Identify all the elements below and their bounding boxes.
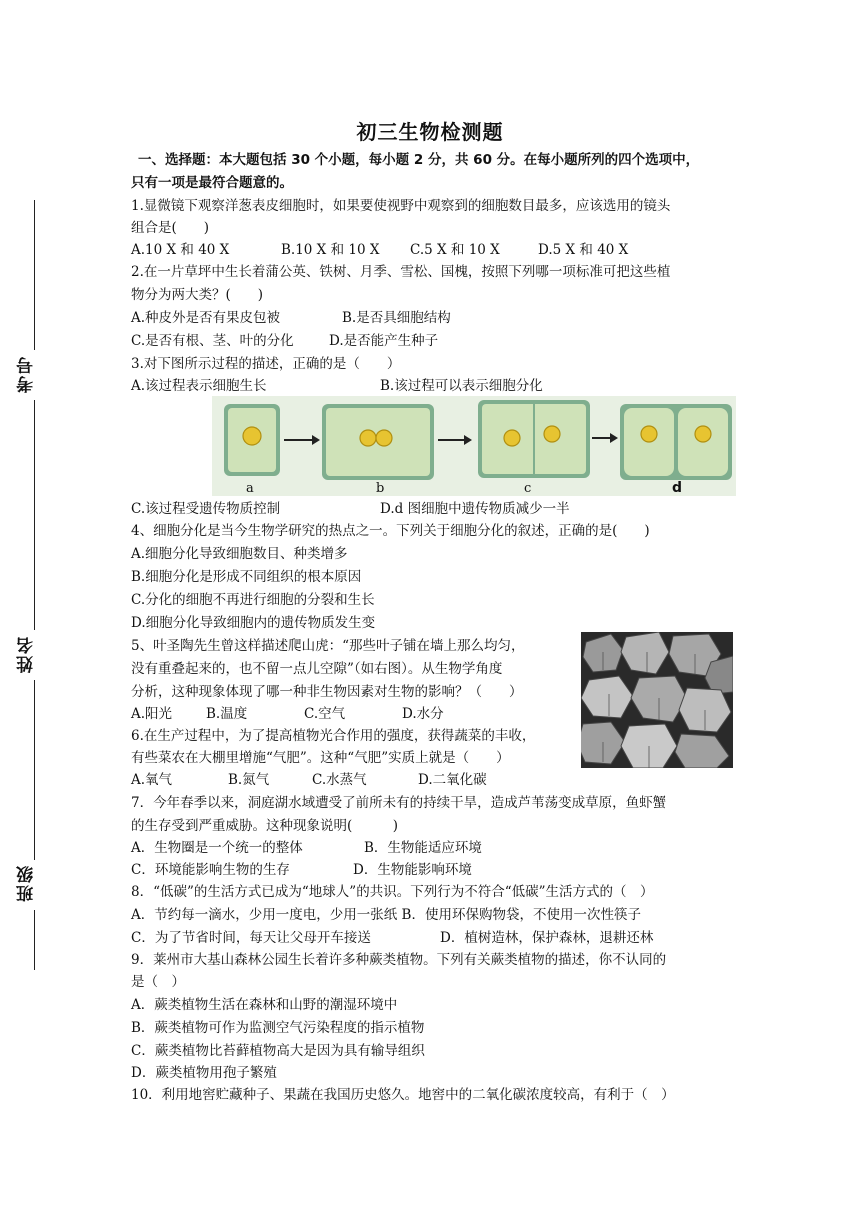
nucleus <box>504 430 520 446</box>
question-stem: 是（ ） <box>131 974 185 990</box>
section-header: 一、选择题：本大题包括 30 个小题，每小题 2 分，共 60 分。在每小题所列的四个选项中， <box>138 152 700 168</box>
question-stem: 3.对下图所示过程的描述，正确的是（ ） <box>131 356 401 372</box>
option: A.细胞分化导致细胞数目、种类增多 <box>131 546 348 562</box>
question-stem: 9．莱州市大基山森林公园生长着许多种蕨类植物。下列有关蕨类植物的描述，你不认同的 <box>131 952 667 968</box>
exam-number-label: 考号 <box>17 355 37 393</box>
nucleus <box>641 426 657 442</box>
option: C．为了节省时间，每天让父母开车接送 <box>131 930 371 946</box>
option: B.细胞分化是形成不同组织的根本原因 <box>131 569 362 585</box>
option: C.空气 <box>304 706 346 722</box>
question-stem: 1.显微镜下观察洋葱表皮细胞时，如果要使视野中观察到的细胞数目最多，应该选用的镜头 <box>131 198 671 214</box>
question-stem: 组合是( ) <box>131 220 210 236</box>
option: C.分化的细胞不再进行细胞的分裂和生长 <box>131 592 375 608</box>
binding-line <box>34 200 35 350</box>
name-label: 姓名 <box>17 635 37 673</box>
option: C．蕨类植物比苔藓植物高大是因为具有输导组织 <box>131 1043 425 1059</box>
option: B．生物能适应环境 <box>364 840 482 856</box>
option: B．蕨类植物可作为监测空气污染程度的指示植物 <box>131 1020 425 1036</box>
option: D.是否能产生种子 <box>329 333 439 349</box>
question-stem: 有些菜农在大棚里增施“气肥”。这种“气肥”实质上就是（ ） <box>131 750 510 766</box>
option: B.温度 <box>206 706 248 722</box>
question-stem: 6.在生产过程中，为了提高植物光合作用的强度，获得蔬菜的丰收， <box>131 728 536 744</box>
option: C.水蒸气 <box>312 772 367 788</box>
binding-line <box>34 400 35 630</box>
nucleus <box>544 426 560 442</box>
option: C.是否有根、茎、叶的分化 <box>131 333 294 349</box>
question-stem: 10．利用地窖贮藏种子、果蔬在我国历史悠久。地窖中的二氧化碳浓度较高，有利于（ ） <box>131 1087 675 1103</box>
question-stem: 没有重叠起来的，也不留一点儿空隙”（如右图）。从生物学角度 <box>131 661 503 677</box>
option: A．蕨类植物生活在森林和山野的潮湿环境中 <box>131 997 398 1013</box>
question-stem: 4、细胞分化是当今生物学研究的热点之一。下列关于细胞分化的叙述，正确的是( ) <box>131 523 650 539</box>
nucleus <box>360 430 376 446</box>
figure-label: c <box>524 481 532 496</box>
option: D．蕨类植物用孢子繁殖 <box>131 1065 277 1081</box>
question-stem: 8．“低碳”的生活方式已成为“地球人”的共识。下列行为不符合“低碳”生活方式的（ ） <box>131 884 654 900</box>
question-stem: 7．今年春季以来，洞庭湖水域遭受了前所未有的持续干旱，造成芦苇荡变成草原，鱼虾蟹 <box>131 795 667 811</box>
binding-line <box>34 680 35 860</box>
question-stem: 的生存受到严重威胁。这种现象说明( ) <box>131 818 399 834</box>
option: A．节约每一滴水，少用一度电，少用一张纸 B．使用环保购物袋，不使用一次性筷子 <box>131 907 641 923</box>
figure-label: b <box>376 481 385 496</box>
nucleus <box>695 426 711 442</box>
class-label: 班级 <box>17 864 37 902</box>
option: D.水分 <box>402 706 444 722</box>
option: B.是否具细胞结构 <box>342 310 451 326</box>
cell-division-figure <box>212 396 736 496</box>
question-stem: 分析，这种现象体现了哪一种非生物因素对生物的影响？（ ） <box>131 684 523 700</box>
figure-label: a <box>246 481 254 496</box>
page-title: 初三生物检测题 <box>356 120 504 144</box>
option: C．环境能影响生物的生存 <box>131 862 290 878</box>
option: D.d 图细胞中遗传物质减少一半 <box>380 501 570 517</box>
option: D．植树造林，保护森林，退耕还林 <box>440 930 654 946</box>
option: A.该过程表示细胞生长 <box>131 378 267 394</box>
option: B.该过程可以表示细胞分化 <box>380 378 543 394</box>
section-header: 只有一项是最符合题意的。 <box>131 175 293 191</box>
arrow-head <box>312 435 320 445</box>
option: D.细胞分化导致细胞内的遗传物质发生变 <box>131 615 376 631</box>
figure-label: d <box>672 480 683 496</box>
ivy-leaves-photo <box>581 632 733 768</box>
option: D.5 X 和 40 X <box>538 242 629 258</box>
option: D．生物能影响环境 <box>353 862 472 878</box>
question-stem: 物分为两大类？( ) <box>131 287 264 303</box>
question-stem: 2.在一片草坪中生长着蒲公英、铁树、月季、雪松、国槐，按照下列哪一项标准可把这些植 <box>131 264 671 280</box>
option: B.氮气 <box>228 772 270 788</box>
option: A.阳光 <box>131 706 173 722</box>
arrow-head <box>610 433 618 443</box>
option: D.二氧化碳 <box>418 772 487 788</box>
option: B.10 X 和 10 X <box>281 242 380 258</box>
option: C.5 X 和 10 X <box>410 242 500 258</box>
option: A．生物圈是一个统一的整体 <box>131 840 303 856</box>
option: A.10 X 和 40 X <box>131 242 230 258</box>
arrow-head <box>464 435 472 445</box>
nucleus <box>376 430 392 446</box>
option: A.氧气 <box>131 772 173 788</box>
question-stem: 5、叶圣陶先生曾这样描述爬山虎：“那些叶子铺在墙上那么均匀， <box>131 638 525 654</box>
option: A.种皮外是否有果皮包被 <box>131 310 281 326</box>
binding-line <box>34 910 35 970</box>
option: C.该过程受遗传物质控制 <box>131 501 281 517</box>
nucleus <box>243 427 261 445</box>
